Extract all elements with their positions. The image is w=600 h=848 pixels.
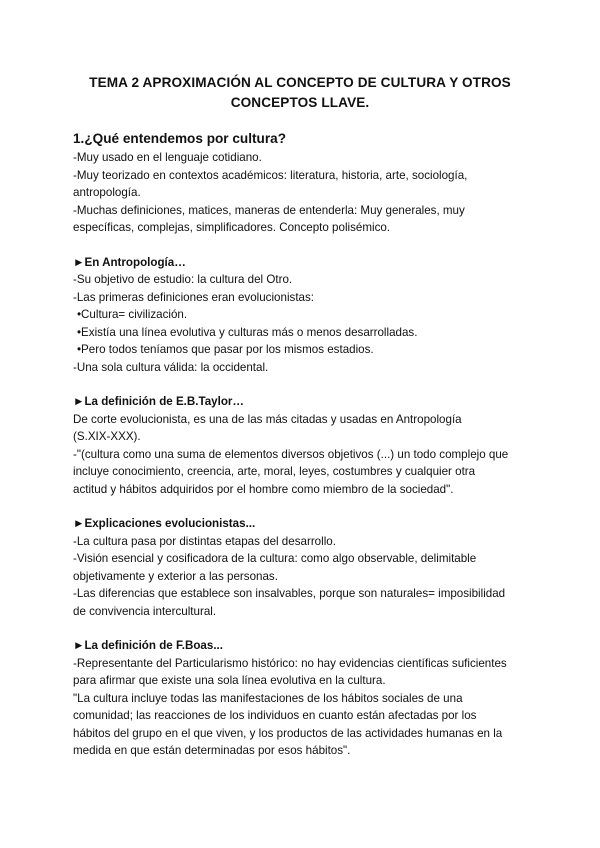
section-5-line: comunidad; las reacciones de los individuos en cuanto están afectadas por los <box>73 709 477 722</box>
section-4-line: de convivencia intercultural. <box>73 604 217 618</box>
document-body <box>73 130 543 760</box>
title-line-2: CONCEPTOS LLAVE. <box>230 95 370 110</box>
section-1-line: antropología. <box>73 186 141 199</box>
section-2-heading: ►En Antropología… <box>73 255 186 269</box>
section-4-line: -Visión esencial y cosificadora de la cultura: como algo observable, delimitable <box>73 552 477 565</box>
document-title <box>60 73 540 113</box>
section-2-line: -Su objetivo de estudio: la cultura del Otro. <box>73 273 293 286</box>
section-1-line: -Muy teorizado en contextos académicos: literatura, historia, arte, sociología, <box>73 168 468 182</box>
section-5-heading: ►La definición de F.Boas... <box>73 639 223 652</box>
section-3-line: incluye conocimiento, creencia, arte, moral, leyes, costumbres y cualquier otra <box>73 465 476 478</box>
section-5-line: "La cultura incluye todas las manifestaciones de los hábitos sociales de una <box>73 691 463 705</box>
section-1-line: -Muy usado en el lenguaje cotidiano. <box>73 151 262 164</box>
section-3-line: actitud y hábitos adquiridos por el hombre como miembro de la sociedad". <box>73 482 454 496</box>
section-3-heading: ►La definición de E.B.Taylor… <box>73 395 245 408</box>
section-5-line: medida en que están determinadas por esos hábitos". <box>73 744 351 757</box>
section-1-line: -Muchas definiciones, matices, maneras de entenderla: Muy generales, muy <box>73 203 465 217</box>
section-1-heading: 1.¿Qué entendemos por cultura? <box>73 131 286 146</box>
section-4-line: -La cultura pasa por distintas etapas del desarrollo. <box>73 534 336 548</box>
section-2-bullet: •Existía una línea evolutiva y culturas más o menos desarrolladas. <box>77 325 418 339</box>
section-4-heading: ►Explicaciones evolucionistas... <box>73 517 256 530</box>
section-5-line: -Representante del Particularismo histórico: no hay evidencias científicas suficientes <box>73 656 507 670</box>
section-1-line: específicas, complejas, simplificadores. Concepto polisémico. <box>73 221 391 234</box>
section-3-line: -"(cultura como una suma de elementos diversos objetivos (...) un todo complejo que <box>73 447 509 461</box>
section-2-bullet: •Cultura= civilización. <box>77 308 188 321</box>
section-2-line: -Las primeras definiciones eran evolucionistas: <box>73 290 315 304</box>
section-5-line: para afirmar que existe una sola línea evolutiva en la cultura. <box>73 674 386 687</box>
section-3-line: (S.XIX-XXX). <box>73 430 141 443</box>
section-4-line: objetivamente y exterior a las personas. <box>73 569 278 583</box>
section-2-line: -Una sola cultura válida: la occidental. <box>73 360 269 374</box>
title-line-1: TEMA 2 APROXIMACIÓN AL CONCEPTO DE CULTURA Y OTROS <box>89 75 511 90</box>
section-4-line: -Las diferencias que establece son insalvables, porque son naturales= imposibilidad <box>73 587 506 600</box>
section-5-line: hábitos del grupo en el que viven, y los productos de las actividades humanas en la <box>73 726 503 740</box>
section-2-bullet: •Pero todos teníamos que pasar por los mismos estadios. <box>77 343 374 356</box>
section-3-line: De corte evolucionista, es una de las más citadas y usadas en Antropología <box>73 412 462 426</box>
